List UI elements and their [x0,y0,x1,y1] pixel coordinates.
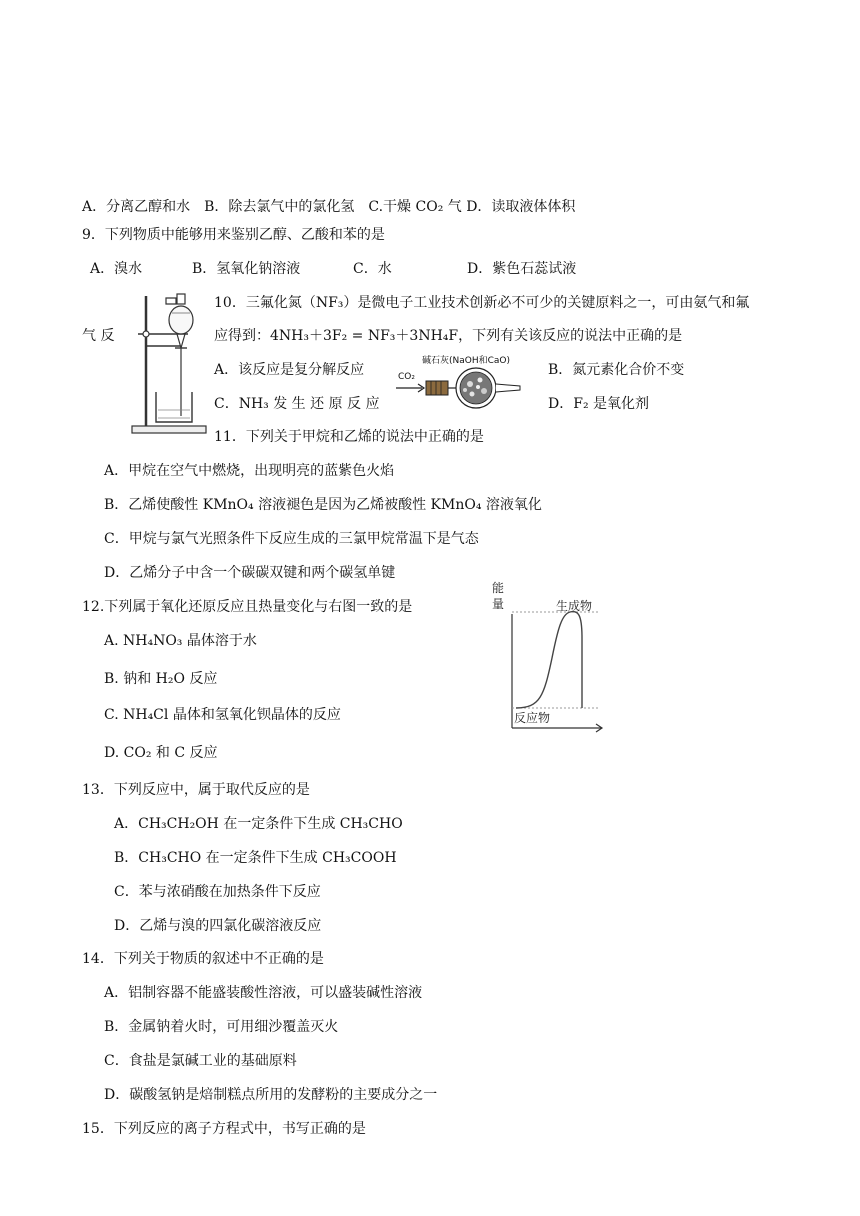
q10-option-b: B．氮元素化合价不变 [548,362,685,378]
q11-option-c: C．甲烷与氯气光照条件下反应生成的三氯甲烷常温下是气态 [104,531,479,547]
q10-option-a: A．该反应是复分解反应 [214,362,365,378]
q11-option-a: A．甲烷在空气中燃烧，出现明亮的蓝紫色火焰 [104,463,395,479]
q12-option-a: A. NH₄NO₃ 晶体溶于水 [104,633,257,649]
q8-options-line: A．分离乙醇和水 B．除去氯气中的氯化氢 C.干燥 CO₂ 气 D．读取液体体积 [82,199,576,215]
q10-stray-text: 气 反 [82,328,115,344]
q10-stem-line2: 应得到：4NH₃＋3F₂ = NF₃＋3NH₄F，下列有关该反应的说法中正确的是 [214,328,683,344]
product-label: 生成物 [556,599,593,613]
q14-option-b: B．金属钠着火时，可用细沙覆盖灭火 [104,1019,339,1035]
q9-option-b: B．氢氧化钠溶液 [192,261,301,277]
energy-y-label-2: 量 [492,597,505,611]
drying-tube-figure [394,364,526,410]
q10-stem-line1: 10．三氟化氮（NF₃）是微电子工业技术创新必不可少的关键原料之一，可由氨气和氟 [214,295,750,311]
q12-option-b: B. 钠和 H₂O 反应 [104,671,218,687]
q14-option-c: C．食盐是氯碱工业的基础原料 [104,1053,297,1069]
energy-diagram [490,578,610,738]
q9-stem: 9．下列物质中能够用来鉴别乙醇、乙酸和苯的是 [82,227,385,243]
energy-y-label-1: 能 [492,581,505,595]
q10-option-d: D．F₂ 是氧化剂 [548,396,650,412]
q11-option-b: B．乙烯使酸性 KMnO₄ 溶液褪色是因为乙烯被酸性 KMnO₄ 溶液氧化 [104,497,542,513]
q15-stem: 15．下列反应的离子方程式中，书写正确的是 [82,1121,366,1137]
q11-option-d: D．乙烯分子中含一个碳碳双键和两个碳氢单键 [104,565,396,581]
q10-option-c: C．NH₃ 发 生 还 原 反 应 [214,396,380,412]
tube-top-label: 碱石灰(NaOH和CaO) [422,356,511,366]
tube-inlet-label: CO₂ [398,372,415,382]
q12-option-c: C. NH₄Cl 晶体和氢氧化钡晶体的反应 [104,707,341,723]
q14-option-d: D．碳酸氢钠是焙制糕点所用的发酵粉的主要成分之一 [104,1087,438,1103]
q9-option-a: A．溴水 [90,261,143,277]
q9-option-d: D．紫色石蕊试液 [467,261,577,277]
q14-stem: 14．下列关于物质的叙述中不正确的是 [82,951,324,967]
q12-option-d: D. CO₂ 和 C 反应 [104,745,218,761]
q13-option-d: D．乙烯与溴的四氯化碳溶液反应 [114,918,322,934]
ring-stand-figure [128,290,210,438]
q13-stem: 13．下列反应中，属于取代反应的是 [82,782,310,798]
q13-option-c: C．苯与浓硝酸在加热条件下反应 [114,884,321,900]
q12-stem: 12.下列属于氧化还原反应且热量变化与右图一致的是 [82,599,413,615]
q11-stem: 11．下列关于甲烷和乙烯的说法中正确的是 [214,429,484,445]
q13-option-a: A．CH₃CH₂OH 在一定条件下生成 CH₃CHO [114,816,403,832]
q13-option-b: B．CH₃CHO 在一定条件下生成 CH₃COOH [114,850,397,866]
reactant-label: 反应物 [514,711,551,725]
q9-option-c: C．水 [353,261,392,277]
q14-option-a: A．铝制容器不能盛装酸性溶液，可以盛装碱性溶液 [104,985,423,1001]
